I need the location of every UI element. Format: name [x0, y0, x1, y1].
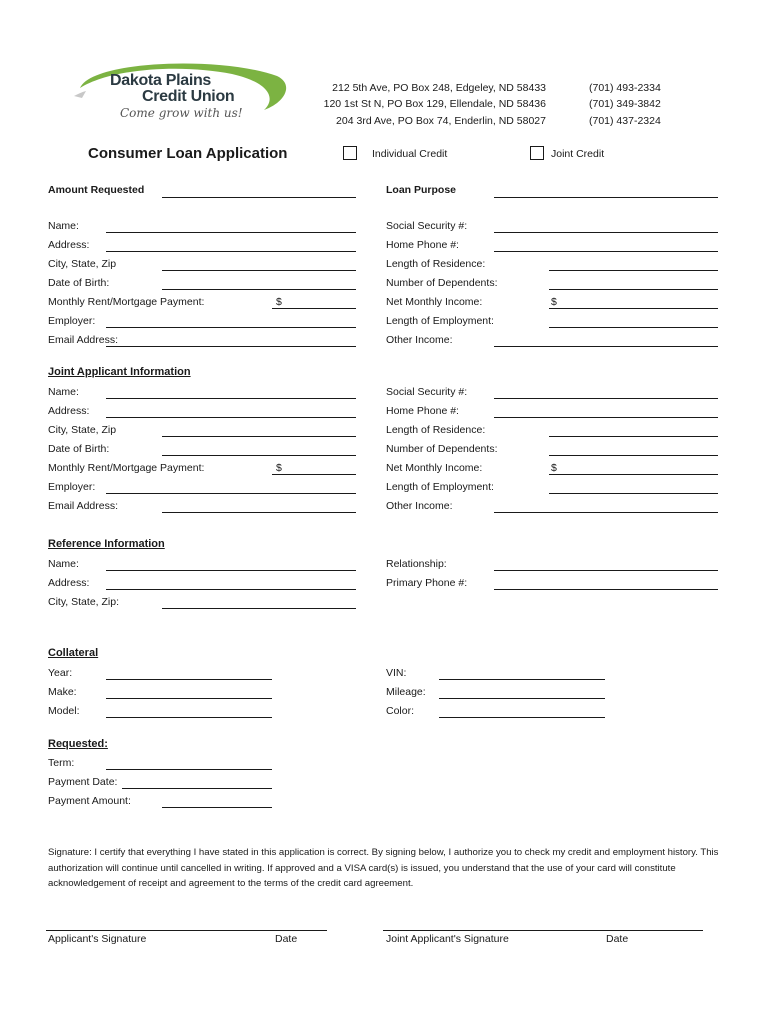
joint-employer-label: Employer: [48, 481, 96, 493]
applicant-ssn-label: Social Security #: [386, 220, 468, 232]
individual-credit-checkbox[interactable] [343, 146, 357, 160]
applicant-rent-label: Monthly Rent/Mortgage Payment: [48, 296, 205, 308]
joint-rent-currency: $ [276, 462, 282, 474]
requested-term-field[interactable] [106, 769, 272, 770]
joint-residence-field[interactable] [549, 436, 718, 437]
applicant-rent-field[interactable] [272, 308, 356, 309]
applicant-rent-currency: $ [276, 296, 282, 308]
collateral-color-label: Color: [386, 705, 415, 717]
reference-address-label: Address: [48, 577, 90, 589]
joint-income-field[interactable] [549, 474, 718, 475]
applicant-residence-field[interactable] [549, 270, 718, 271]
loan-purpose-label: Loan Purpose [386, 184, 457, 196]
applicant-email-field[interactable] [106, 346, 356, 347]
reference-city-label: City, State, Zip: [48, 596, 119, 608]
applicant-city-field[interactable] [162, 270, 356, 271]
joint-name-label: Name: [48, 386, 79, 398]
joint-email-field[interactable] [162, 512, 356, 513]
individual-credit-label: Individual Credit [372, 148, 448, 160]
collateral-color-field[interactable] [439, 717, 605, 718]
collateral-make-field[interactable] [106, 698, 272, 699]
joint-income-label: Net Monthly Income: [386, 462, 483, 474]
applicant-other-income-field[interactable] [494, 346, 718, 347]
collateral-year-field[interactable] [106, 679, 272, 680]
joint-dob-label: Date of Birth: [48, 443, 110, 455]
collateral-mileage-label: Mileage: [386, 686, 426, 698]
collateral-make-label: Make: [48, 686, 77, 698]
applicant-name-label: Name: [48, 220, 79, 232]
joint-other-income-label: Other Income: [386, 500, 453, 512]
collateral-year-label: Year: [48, 667, 73, 679]
applicant-income-field[interactable] [549, 308, 718, 309]
branch-phone-3: (701) 437-2324 [589, 115, 661, 127]
branch-address-3: 204 3rd Ave, PO Box 74, Enderlin, ND 58027 [336, 115, 546, 127]
applicant-income-label: Net Monthly Income: [386, 296, 483, 308]
joint-email-label: Email Address: [48, 500, 119, 512]
joint-rent-field[interactable] [272, 474, 356, 475]
branch-phone-1: (701) 493-2334 [589, 82, 661, 94]
applicant-signature-label: Applicant's Signature [48, 933, 147, 945]
joint-ssn-label: Social Security #: [386, 386, 468, 398]
requested-term-label: Term: [48, 757, 75, 769]
joint-employment-field[interactable] [549, 493, 718, 494]
applicant-employer-label: Employer: [48, 315, 96, 327]
collateral-mileage-field[interactable] [439, 698, 605, 699]
applicant-employment-label: Length of Employment: [386, 315, 494, 327]
collateral-model-label: Model: [48, 705, 80, 717]
joint-income-currency: $ [551, 462, 557, 474]
applicant-dependents-label: Number of Dependents: [386, 277, 498, 289]
joint-city-label: City, State, Zip [48, 424, 117, 436]
applicant-address-label: Address: [48, 239, 90, 251]
applicant-date-label: Date [275, 933, 298, 945]
joint-employment-label: Length of Employment: [386, 481, 494, 493]
joint-section-title: Joint Applicant Information [48, 366, 191, 378]
amount-requested-label: Amount Requested [48, 184, 145, 196]
joint-ssn-field[interactable] [494, 398, 718, 399]
collateral-vin-label: VIN: [386, 667, 407, 679]
joint-home-phone-field[interactable] [494, 417, 718, 418]
collateral-vin-field[interactable] [439, 679, 605, 680]
signature-statement: Signature: I certify that everything I have stated in this application is correct. By signing below, I authorize you to check my credit and employment history. This authorization will continue until cancelled in writing. If approved and a VISA card(s) is issued, you understand that the use of your card will constitute acknowledgement of receipt and agreement to the terms of the credit card agreement. [48, 847, 719, 889]
joint-rent-label: Monthly Rent/Mortgage Payment: [48, 462, 205, 474]
applicant-ssn-field[interactable] [494, 232, 718, 233]
requested-section-title: Requested: [48, 738, 108, 750]
joint-employer-field[interactable] [106, 493, 356, 494]
joint-name-field[interactable] [106, 398, 356, 399]
applicant-dob-label: Date of Birth: [48, 277, 110, 289]
applicant-employment-field[interactable] [549, 327, 718, 328]
reference-name-field[interactable] [106, 570, 356, 571]
requested-payment-amount-label: Payment Amount: [48, 795, 131, 807]
joint-dependents-field[interactable] [549, 455, 718, 456]
joint-credit-label: Joint Credit [551, 148, 605, 160]
applicant-dob-field[interactable] [162, 289, 356, 290]
reference-section-title: Reference Information [48, 538, 165, 550]
applicant-city-label: City, State, Zip [48, 258, 117, 270]
applicant-dependents-field[interactable] [549, 289, 718, 290]
applicant-address-field[interactable] [106, 251, 356, 252]
joint-signature-line[interactable] [383, 930, 703, 931]
amount-requested-field[interactable] [162, 197, 356, 198]
joint-dependents-label: Number of Dependents: [386, 443, 498, 455]
logo-line2: Credit Union [142, 88, 235, 105]
loan-purpose-field[interactable] [494, 197, 718, 198]
applicant-income-currency: $ [551, 296, 557, 308]
logo-line1: Dakota Plains [110, 72, 212, 89]
joint-date-label: Date [606, 933, 629, 945]
requested-payment-amount-field[interactable] [162, 807, 272, 808]
applicant-name-field[interactable] [106, 232, 356, 233]
applicant-home-phone-field[interactable] [494, 251, 718, 252]
applicant-residence-label: Length of Residence: [386, 258, 486, 270]
reference-city-field[interactable] [162, 608, 356, 609]
branch-address-2: 120 1st St N, PO Box 129, Ellendale, ND 58436 [323, 98, 546, 110]
reference-relationship-label: Relationship: [386, 558, 447, 570]
logo-tagline: Come grow with us! [120, 106, 243, 120]
logo [72, 58, 292, 128]
joint-signature-label: Joint Applicant's Signature [386, 933, 509, 945]
joint-city-field[interactable] [162, 436, 356, 437]
requested-payment-date-label: Payment Date: [48, 776, 118, 788]
reference-phone-label: Primary Phone #: [386, 577, 468, 589]
collateral-section-title: Collateral [48, 647, 99, 659]
joint-home-phone-label: Home Phone #: [386, 405, 459, 417]
applicant-home-phone-label: Home Phone #: [386, 239, 459, 251]
joint-dob-field[interactable] [162, 455, 356, 456]
reference-address-field[interactable] [106, 589, 356, 590]
branch-address-1: 212 5th Ave, PO Box 248, Edgeley, ND 58433 [332, 82, 546, 94]
applicant-signature-line[interactable] [46, 930, 327, 931]
branch-phone-2: (701) 349-3842 [589, 98, 661, 110]
requested-payment-date-field[interactable] [122, 788, 272, 789]
joint-other-income-field[interactable] [494, 512, 718, 513]
joint-residence-label: Length of Residence: [386, 424, 486, 436]
joint-address-field[interactable] [106, 417, 356, 418]
reference-relationship-field[interactable] [494, 570, 718, 571]
applicant-email-label: Email Address: [48, 334, 119, 346]
joint-credit-checkbox[interactable] [530, 146, 544, 160]
applicant-employer-field[interactable] [106, 327, 356, 328]
joint-address-label: Address: [48, 405, 90, 417]
reference-phone-field[interactable] [494, 589, 718, 590]
page-title: Consumer Loan Application [88, 145, 288, 162]
applicant-other-income-label: Other Income: [386, 334, 453, 346]
reference-name-label: Name: [48, 558, 79, 570]
collateral-model-field[interactable] [106, 717, 272, 718]
